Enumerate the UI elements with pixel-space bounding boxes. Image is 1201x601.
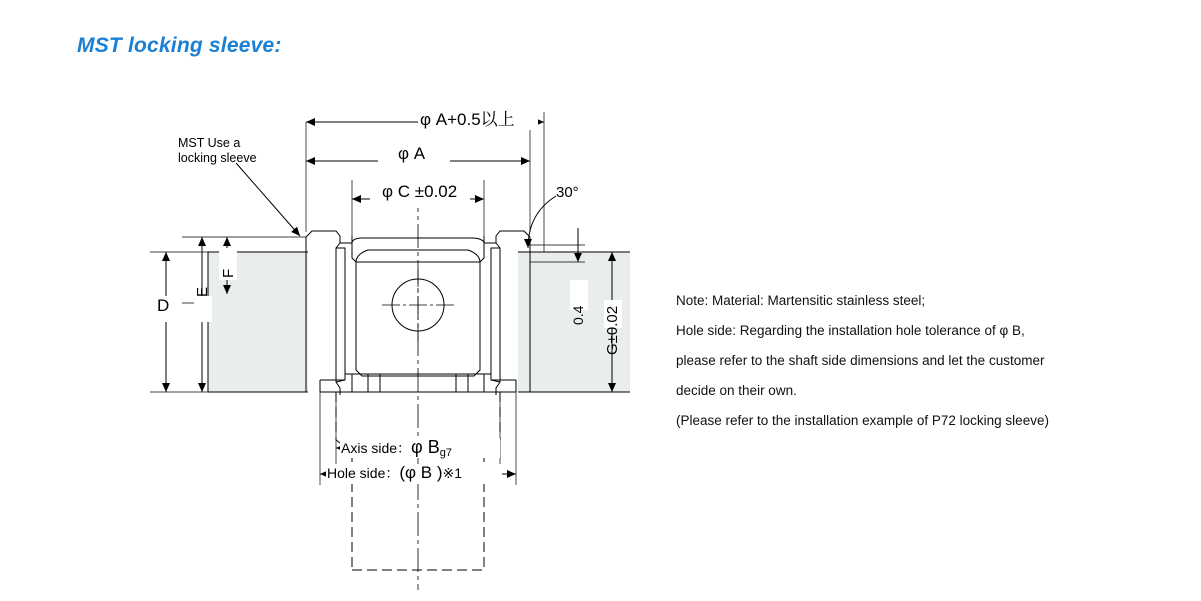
axis-side-label: Axis side： <box>341 440 412 456</box>
dim-f: F <box>220 268 237 278</box>
dim-t04: 0.4 <box>570 305 586 325</box>
dim-phi-a-plus: φ A+0.5以上 <box>420 110 515 129</box>
hole-side-value: (φ B ) <box>399 463 443 482</box>
dim-axis-side <box>341 437 452 459</box>
dim-hole-side <box>327 463 462 483</box>
notes-block <box>676 286 1106 436</box>
note-line-4: decide on their own. <box>676 383 797 398</box>
note-line-5: (Please refer to the installation example of P72 locking sleeve) <box>676 413 1049 428</box>
note-line-2: Hole side: Regarding the installation hole tolerance of φ B, <box>676 323 1025 338</box>
callout-line-2: locking sleeve <box>178 151 257 165</box>
dim-phi-c: φ C ±0.02 <box>382 182 458 201</box>
dim-g: G±0.02 <box>604 305 621 355</box>
hole-side-label: Hole side： <box>327 465 400 481</box>
note-line-3: please refer to the shaft side dimensions and let the customer <box>676 353 1045 368</box>
axis-side-sub: g7 <box>439 447 452 459</box>
dim-angle-30: 30° <box>556 184 579 201</box>
dim-d: D <box>157 296 170 315</box>
dim-e: E <box>194 286 211 297</box>
dim-phi-a: φ A <box>398 144 426 163</box>
page-title: MST locking sleeve: <box>77 34 282 57</box>
callout-line-1: MST Use a <box>178 136 241 150</box>
hole-side-note: ※1 <box>442 465 463 481</box>
axis-side-value: φ B <box>411 437 440 457</box>
note-line-1: Note: Material: Martensitic stainless steel; <box>676 293 926 308</box>
